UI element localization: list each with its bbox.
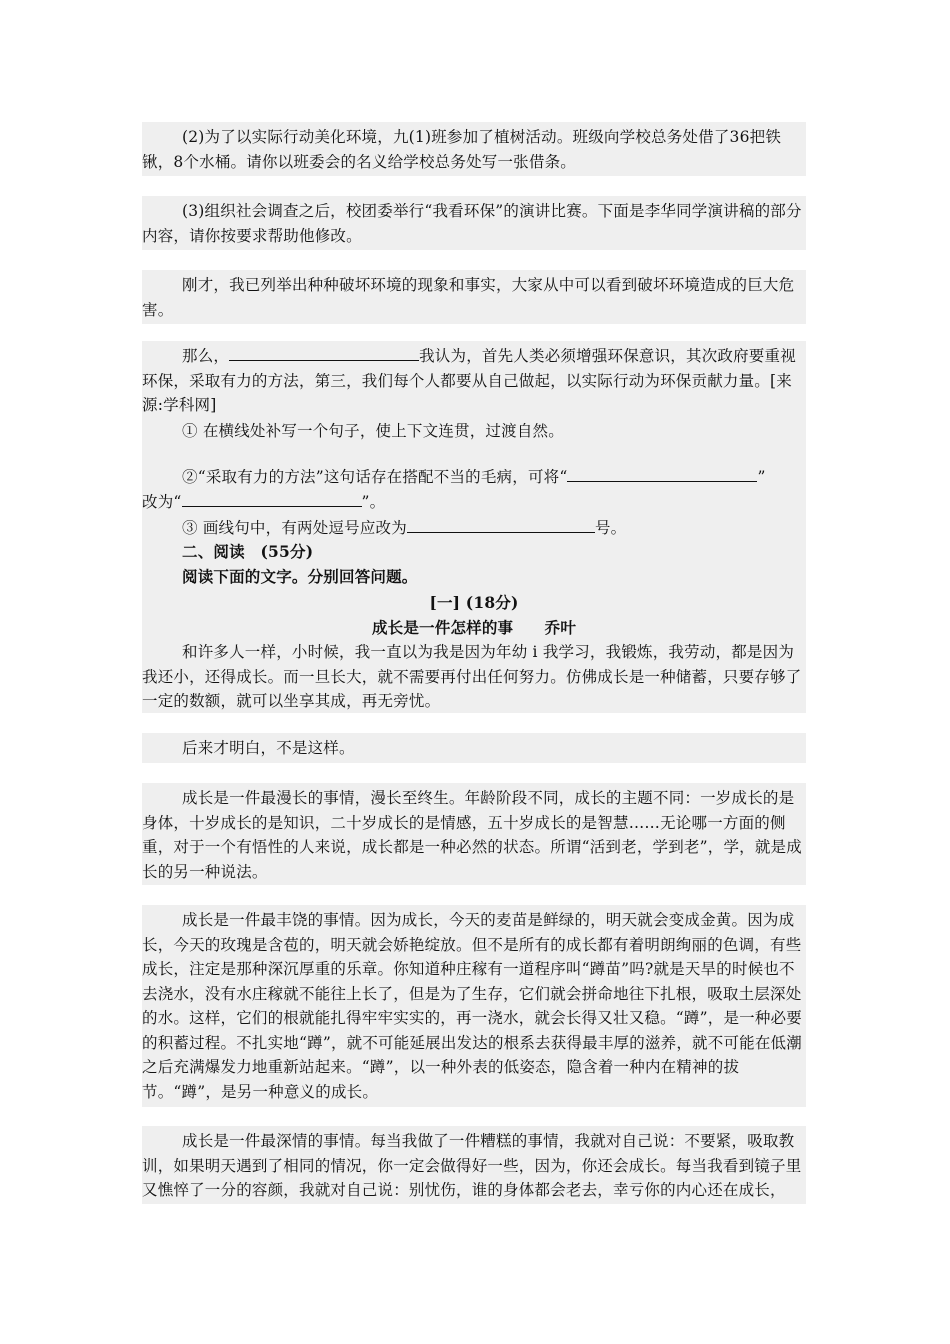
sub3-text-b: 号。 bbox=[594, 519, 627, 537]
section-2-heading: 二、阅读 (55分) bbox=[182, 542, 314, 561]
speech-paragraph-1: 刚才，我已列举出种种破坏环境的现象和事实，大家从中可以看到破坏环境造成的巨大危害。 bbox=[142, 276, 795, 319]
sub-question-2-cont bbox=[142, 490, 806, 515]
article-paragraph-2: 后来才明白，不是这样。 bbox=[182, 739, 355, 757]
part-1-heading: [一] (18分) bbox=[429, 593, 519, 612]
speech-para-2-block bbox=[142, 341, 806, 713]
speech-p2-rest: 我认为，首先人类必须增强环保意识，其次政府要重视环保，采取有力的方法，第三，我们每个人都要从自己做起，以实际行动为环保贡献力量。[来源:学科网] bbox=[142, 347, 796, 414]
article-para-2-block bbox=[142, 733, 806, 763]
article-paragraph-1: 和许多人一样，小时候，我一直以为我是因为年幼 i 我学习，我锻炼，我劳动，都是因为我还小，还得成长。而一旦长大，就不需要再付出任何努力。仿佛成长是一种储蓄，只要存够了一定的数额，就可以坐享其成，再无旁忧。 bbox=[142, 643, 802, 710]
speech-paragraph-2 bbox=[142, 344, 806, 418]
article-paragraph-4: 成长是一件最丰饶的事情。因为成长，今天的麦苗是鲜绿的，明天就会变成金黄。因为成长，今天的玫瑰是含苞的，明天就会娇艳绽放。但不是所有的成长都有着明朗绚丽的色调，有些成长，注定是那种深沉厚重的乐章。你知道种庄稼有一道程序叫“蹲苗”吗?就是天旱的时候也不去浇水，没有水庄稼就不能往上长了，但是为了生存，它们就会拼命地往下扎根，吸取土层深处的水。这样，它们的根就能扎得牢牢实实的，再一浇水，就会长得又壮又稳。“蹲”，是一种必要的积蓄过程。不扎实地“蹲”，就不可能延展出发达的根系去获得最丰厚的滋养，就不可能在低潮之后充满爆发力地重新站起来。“蹲”，以一种外表的低姿态，隐含着一种内在精神的拔节。“蹲”，是另一种意义的成长。 bbox=[142, 911, 802, 1101]
question-3-block bbox=[142, 196, 806, 250]
sub2-text-d: ”。 bbox=[361, 493, 386, 511]
reading-instruction: 阅读下面的文字。分别回答问题。 bbox=[182, 567, 418, 586]
question-3: (3)组织社会调查之后，校团委举行“我看环保”的演讲比赛。下面是李华同学演讲稿的部分内容，请你按要求帮助他修改。 bbox=[142, 202, 802, 245]
article-para-3-block bbox=[142, 783, 806, 885]
sub2-text-b: ” bbox=[757, 468, 766, 486]
article-para-4-block bbox=[142, 905, 806, 1107]
sub2-text-c: 改为“ bbox=[142, 493, 182, 511]
question-2: (2)为了以实际行动美化环境，九(1)班参加了植树活动。班级向学校总务处借了36把铁锹，8个水桶。请你以班委会的名义给学校总务处写一张借条。 bbox=[142, 128, 782, 171]
sub-question-2 bbox=[142, 465, 806, 490]
sub-question-1: ① 在横线处补写一个句子，使上下文连贯，过渡自然。 bbox=[182, 422, 564, 440]
blank-line-4 bbox=[407, 517, 595, 533]
article-paragraph-3: 成长是一件最漫长的事情，漫长至终生。年龄阶段不同，成长的主题不同：一岁成长的是身体，十岁成长的是知识，二十岁成长的是情感，五十岁成长的是智慧……无论哪一方面的侧重，对于一个有悟性的人来说，成长都是一种必然的状态。所谓“活到老，学到老”，学，就是成长的另一种说法。 bbox=[142, 789, 802, 881]
blank-line-1 bbox=[229, 345, 419, 361]
sub3-text-a: ③ 画线句中，有两处逗号应改为 bbox=[182, 519, 407, 537]
article-paragraph-5: 成长是一件最深情的事情。每当我做了一件糟糕的事情，我就对自己说：不要紧，吸取教训，如果明天遇到了相同的情况，你一定会做得好一些，因为，你还会成长。每当我看到镜子里又憔悴了一分的容颜，我就对自己说：别忧伤，谁的身体都会老去，幸亏你的内心还在成长， bbox=[142, 1132, 802, 1199]
speech-para-1-block bbox=[142, 270, 806, 324]
article-title: 成长是一件怎样的事 乔叶 bbox=[371, 618, 577, 637]
question-2-block bbox=[142, 122, 806, 176]
sub2-text-a: ②“采取有力的方法”这句话存在搭配不当的毛病，可将“ bbox=[182, 468, 568, 486]
sub-question-3 bbox=[142, 516, 806, 541]
blank-line-3 bbox=[182, 491, 362, 507]
blank-line-2 bbox=[567, 466, 757, 482]
speech-p2-start: 那么， bbox=[182, 347, 230, 365]
article-para-5-block bbox=[142, 1126, 806, 1204]
